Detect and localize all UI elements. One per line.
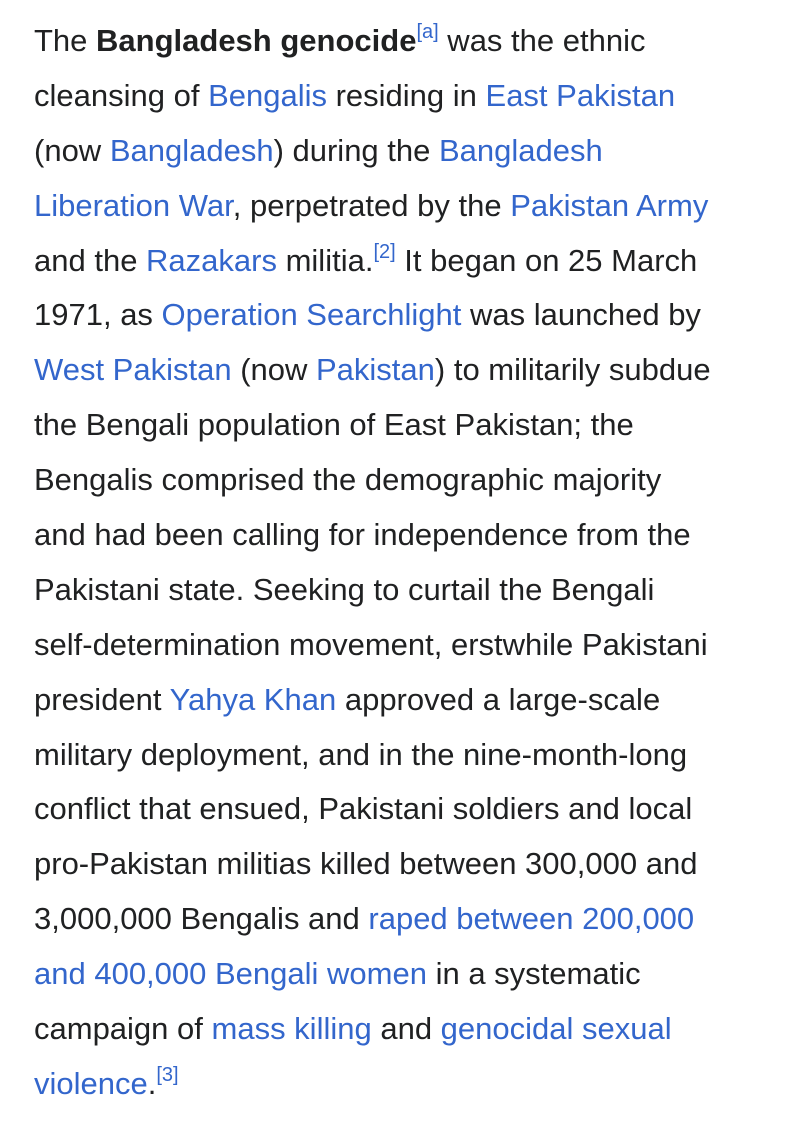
link-pakistan-army[interactable]: Pakistan Army [510, 187, 709, 223]
article-paragraph [34, 14, 774, 1112]
text-run: It began on 25 March [395, 242, 698, 278]
link-bangladesh-liberation-war[interactable]: Bangladesh [439, 132, 603, 168]
text-run: 3,000,000 Bengalis and [34, 901, 369, 937]
link-rape-during-liberation-war[interactable]: and 400,000 Bengali women [34, 956, 427, 992]
note-a-link[interactable]: [a] [416, 21, 439, 43]
text-line [34, 69, 774, 124]
text-run: militia. [276, 242, 374, 278]
text-run: cleansing of [34, 77, 209, 113]
text-run: and had been calling for independence from the [34, 517, 691, 553]
text-line [34, 782, 774, 837]
reference-3-link[interactable]: [3] [156, 1063, 179, 1086]
text-line [34, 288, 774, 343]
article-subject-bold: Bangladesh genocide [96, 23, 417, 58]
text-run: residing in [326, 77, 486, 113]
text-run: military deployment, and in the nine-month-long [34, 736, 688, 772]
text-run: the Bengali population of East Pakistan; the [34, 407, 634, 443]
text-line [34, 343, 774, 398]
text-run: . [147, 1065, 157, 1101]
text-line [34, 618, 774, 673]
text-run: campaign of [34, 1011, 212, 1047]
text-run: (now [34, 132, 110, 168]
text-run: and [371, 1011, 441, 1047]
link-mass-killing[interactable]: mass killing [211, 1011, 372, 1047]
text-line [34, 234, 774, 289]
text-line [34, 508, 774, 563]
link-bangladesh-liberation-war[interactable]: Liberation War [34, 187, 233, 223]
link-pakistan[interactable]: Pakistan [316, 352, 435, 388]
link-bengalis[interactable]: Bengalis [208, 77, 327, 113]
link-east-pakistan[interactable]: East Pakistan [485, 77, 676, 113]
text-line [34, 398, 774, 453]
text-line [34, 1002, 774, 1057]
text-line [34, 892, 774, 947]
text-run: Pakistani state. Seeking to curtail the Bengali [34, 571, 655, 607]
text-run: and the [34, 242, 147, 278]
text-run: pro-Pakistan militias killed between 300,000 and [34, 846, 698, 882]
link-rape-during-liberation-war[interactable]: raped between 200,000 [368, 901, 695, 937]
text-run: , perpetrated by the [232, 187, 511, 223]
text-run: ) during the [273, 132, 439, 168]
text-run: 1971, as [34, 297, 162, 333]
text-line [34, 837, 774, 892]
reference-2-link[interactable]: [2] [373, 240, 396, 263]
link-bangladesh[interactable]: Bangladesh [109, 132, 274, 168]
link-yahya-khan[interactable]: Yahya Khan [169, 681, 337, 717]
link-genocidal-sexual-violence[interactable]: violence [34, 1065, 148, 1101]
text-run: conflict that ensued, Pakistani soldiers and local [34, 791, 693, 827]
text-line [34, 124, 774, 179]
text-line [34, 947, 774, 1002]
text-line [34, 1057, 774, 1112]
link-razakars[interactable]: Razakars [146, 242, 277, 278]
text-run: was launched by [461, 297, 701, 333]
text-run: self-determination movement, erstwhile Pakistani [34, 626, 708, 662]
text-run: ) to militarily subdue [434, 352, 711, 388]
text-line [34, 453, 774, 508]
text-run: in a systematic [426, 956, 641, 992]
text-run: The [34, 23, 97, 58]
text-line [34, 563, 774, 618]
text-line [34, 179, 774, 234]
link-genocidal-sexual-violence[interactable]: genocidal sexual [440, 1011, 672, 1047]
text-line [34, 14, 774, 69]
text-run: approved a large-scale [336, 681, 661, 717]
text-run: (now [231, 352, 316, 388]
text-line [34, 728, 774, 783]
link-operation-searchlight[interactable]: Operation Searchlight [161, 297, 462, 333]
text-run: was the ethnic [438, 23, 646, 58]
text-run: president [34, 681, 170, 717]
link-west-pakistan[interactable]: West Pakistan [34, 352, 232, 388]
text-run: Bengalis comprised the demographic majority [34, 462, 662, 498]
text-line [34, 673, 774, 728]
